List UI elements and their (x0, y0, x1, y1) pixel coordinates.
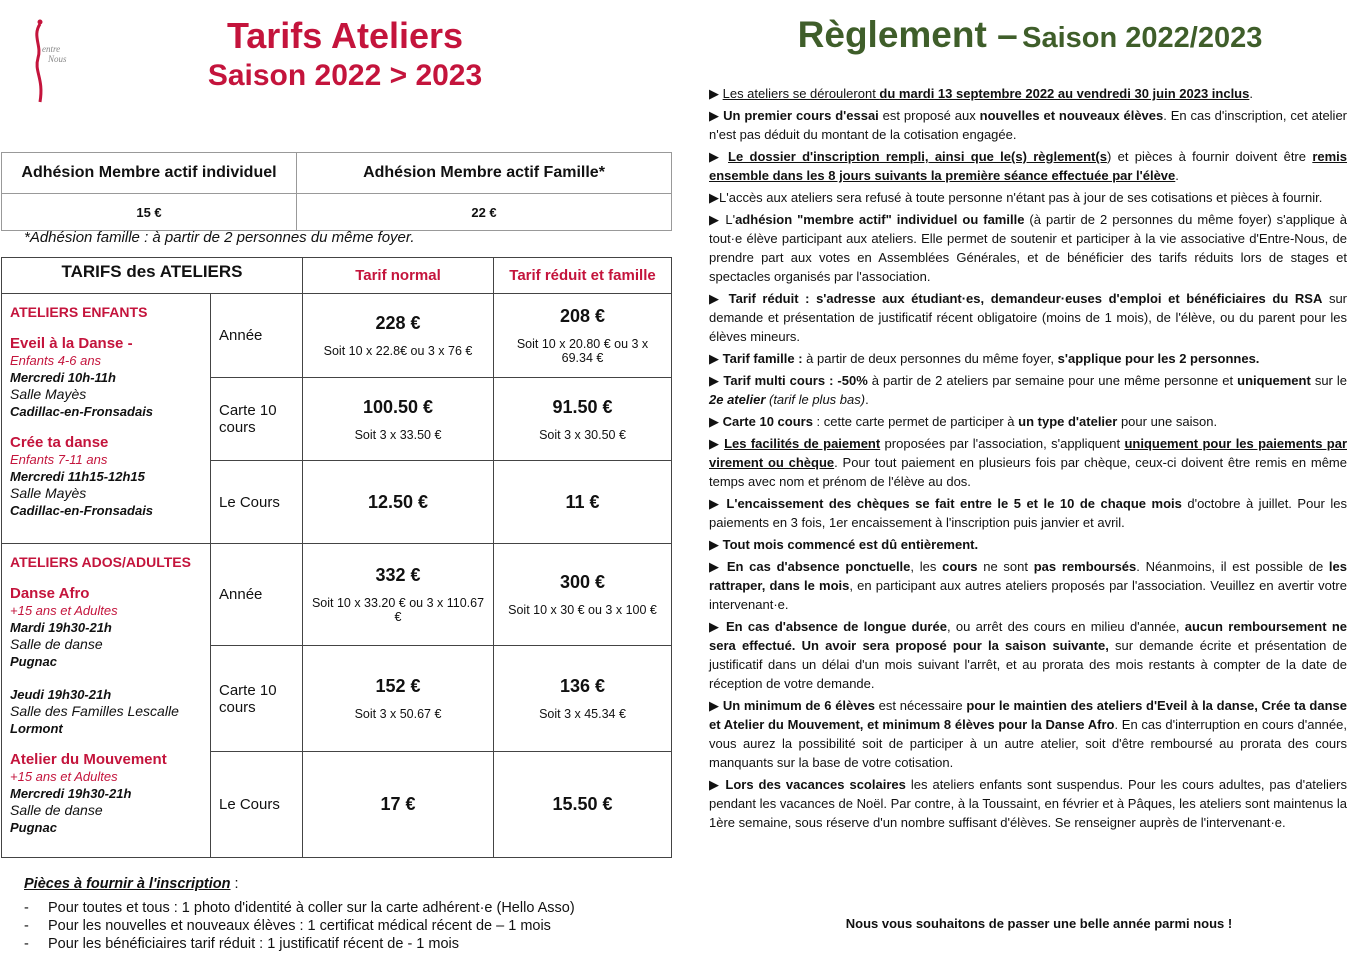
period-label: Année (211, 544, 303, 646)
price-value: 300 € (559, 572, 606, 592)
adhesion-header-individuel: Adhésion Membre actif individuel (2, 153, 297, 194)
rule-mois-commence: ▶ Tout mois commencé est dû entièrement. (709, 537, 979, 552)
entre-nous-logo (28, 18, 88, 108)
cree-ta-danse-age: Enfants 7-11 ans (10, 452, 108, 467)
atelier-mouvement-name: Atelier du Mouvement (10, 751, 167, 768)
price-cell (303, 461, 494, 544)
list-item: - Pour les nouvelles et nouveaux élèves : 1 certificat médical récent de – 1 mois (24, 917, 674, 935)
price-value: 208 € (559, 306, 606, 326)
danse-afro-room: Salle de danse (10, 636, 103, 652)
adhesion-value-individuel: 15 € (2, 194, 297, 231)
cree-ta-danse-name: Crée ta danse (10, 434, 109, 451)
ateliers-adultes-cell (2, 544, 211, 858)
logo-text-1: entre (42, 44, 61, 54)
price-value: 100.50 € (362, 396, 434, 417)
rule-absence-longue: ▶ En cas d'absence de longue durée, ou arrêt des cours en milieu d'année, aucun remboursement ne sera effectué. Un avoir sera proposé pour la saison suivante, sur demande écrite et présentation de justificatif dans un délai d'un mois suivant l'arrêt, et au prorata des mois restants à compter de la date de réception de votre demande. (709, 619, 1347, 691)
pieces-title-colon: : (230, 876, 239, 892)
tarifs-title-line2: Saison 2022 > 2023 (207, 59, 483, 92)
ateliers-enfants-cell (2, 294, 211, 544)
tarif-reduit-header: Tarif réduit et famille (494, 258, 672, 294)
price-detail: Soit 10 x 20.80 € ou 3 x 69.34 € (516, 337, 649, 365)
rule-encaissement: ▶ L'encaissement des chèques se fait entre le 5 et le 10 de chaque mois d'octobre à juillet. Pour les paiements en 3 fois, 1er encaissement à l'inscription puis janvier et avril. (709, 496, 1348, 530)
ateliers-enfants-title: ATELIERS ENFANTS (10, 304, 148, 320)
price-value: 11 € (565, 491, 600, 512)
rule-tarif-reduit: ▶ Tarif réduit : s'adresse aux étudiant·es, demandeur·euses d'emploi et bénéficiaires du RSA sur demande et présentation de justificatif récent obligatoire (moins de 1 mois), de l'élève, ou du parent pour les élèves mineurs. (709, 291, 1348, 344)
rule-cours-essai: ▶ Un premier cours d'essai est proposé aux nouvelles et nouveaux élèves. En cas d'inscription, cet atelier n'est pas déduit du montant de la cotisation engagée. (709, 108, 1348, 142)
price-value: 12.50 € (367, 491, 429, 512)
eveil-danse-city: Cadillac-en-Fronsadais (10, 404, 154, 419)
rule-dossier: ▶ Le dossier d'inscription rempli, ainsi que le(s) règlement(s) et pièces à fournir doivent être remis ensemble dans les 8 jours suivants la première séance effectuée par l'élève. (709, 149, 1348, 183)
rule-minimum-eleves: ▶ Un minimum de 6 élèves est nécessaire pour le maintien des ateliers d'Eveil à la danse, Crée ta danse et Atelier du Mouvement, et minimum 8 élèves pour la Danse Afro. En cas d'interruption en cours d'année, vous aurez la possibilité soit de participer à un autre atelier, soit d'être remboursé au prorata des cours manquants sur la base de votre cotisation. (709, 698, 1347, 770)
danse-afro-city: Pugnac (10, 654, 57, 669)
reglement-title-sub: Saison 2022/2023 (1022, 22, 1263, 54)
list-item: - Pour les bénéficiaires tarif réduit : 1 justificatif récent de - 1 mois (24, 935, 674, 953)
rule-vacances: ▶ Lors des vacances scolaires les ateliers enfants sont suspendus. Pour les cours adultes, pas d'ateliers pendant les vacances de Noël. Par contre, à la Toussaint, en février et à Pâques, les ateliers sont maintenus la 1ère semaine, sous réserve d'un nombre suffisant d'élèves. Se renseigner auprès de l'intervenant·e. (709, 777, 1347, 830)
price-value: 332 € (375, 565, 421, 585)
rule-acces: ▶L'accès aux ateliers sera refusé à toute personne n'étant pas à jour de ses cotisations et pièces à fournir. (709, 190, 1323, 205)
rule-carte-10: ▶ Carte 10 cours : cette carte permet de participer à un type d'atelier pour une saison. (709, 414, 1218, 429)
eveil-danse-age: Enfants 4-6 ans (10, 353, 102, 368)
danse-afro-time: Mardi 19h30-21h (10, 620, 112, 635)
adhesion-note: *Adhésion famille : à partir de 2 personnes du même foyer. (24, 229, 415, 246)
price-cell (494, 646, 672, 752)
pieces-a-fournir (24, 875, 674, 953)
period-label: Carte 10 cours (211, 378, 303, 461)
pieces-list (24, 899, 674, 953)
eveil-danse-room: Salle Mayès (10, 386, 87, 402)
reglement-title-main: Règlement – (797, 14, 1018, 55)
closing-message: Nous vous souhaitons de passer une belle année parmi nous ! (845, 916, 1233, 931)
price-value: 17 € (380, 794, 416, 814)
rule-adhesion: ▶ L'adhésion "membre actif" individuel ou famille (à partir de 2 personnes du même foyer) s'applique à tout·e élève participant aux ateliers. Elle permet de soutenir et participer à la vie associative d'Entre-Nous, de prendre part aux votes en Assemblées Générales, et de bénéficier des tarifs réduits lors de stages et spectacles organisés par l'association. (709, 212, 1348, 284)
period-label: Le Cours (211, 461, 303, 544)
price-value: 228 € (375, 313, 421, 333)
price-value: 152 € (375, 676, 421, 696)
danse-afro-name: Danse Afro (10, 585, 90, 602)
price-detail: Soit 3 x 50.67 € (354, 707, 442, 721)
price-value: 136 € (559, 676, 606, 696)
price-detail: Soit 3 x 45.34 € (539, 707, 626, 721)
price-cell (494, 378, 672, 461)
price-value: 15.50 € (552, 794, 613, 814)
tarifs-title (120, 14, 570, 94)
reglement-rules (709, 84, 1347, 835)
ateliers-adultes-title: ATELIERS ADOS/ADULTES (10, 554, 191, 570)
rule-multi-cours: ▶ Tarif multi cours : -50% à partir de 2 ateliers par semaine pour une même personne et uniquement sur le 2e atelier (tarif le plus bas). (709, 373, 1348, 407)
atelier-mouvement-city: Pugnac (10, 820, 57, 835)
danse-afro-age: +15 ans et Adultes (10, 603, 118, 618)
rule-absence-ponctuelle: ▶ En cas d'absence ponctuelle, les cours ne sont pas remboursés. Néanmoins, il est possible de les rattraper, dans le mois, en participant aux autres ateliers proposés par l'association. Veuillez en avertir votre intervenant·e. (709, 559, 1347, 612)
list-item: - Pour toutes et tous : 1 photo d'identité à coller sur la carte adhérent·e (Hello Asso) (24, 899, 674, 917)
price-cell (494, 294, 672, 378)
rule-dates: ▶ Les ateliers se dérouleront du mardi 13 septembre 2022 au vendredi 30 juin 2023 inclus. (709, 86, 1253, 101)
price-cell (303, 752, 494, 858)
tarif-normal-header: Tarif normal (303, 258, 494, 294)
price-detail: Soit 3 x 30.50 € (539, 427, 626, 442)
danse-afro-time-2: Jeudi 19h30-21h (10, 687, 112, 702)
rule-paiement: ▶ Les facilités de paiement proposées par l'association, s'appliquent uniquement pour les paiements par virement ou chèque. Pour tout paiement en plusieurs fois par chèque, ceux-ci doivent être remis en même temps avec nom et prénom de l'élève au dos. (709, 436, 1347, 489)
eveil-danse-name: Eveil à la Danse - (10, 335, 133, 352)
period-label: Carte 10 cours (211, 646, 303, 752)
price-detail: Soit 3 x 33.50 € (354, 427, 442, 442)
price-cell (494, 461, 672, 544)
atelier-mouvement-room: Salle de danse (10, 802, 103, 818)
tarifs-title-line1: Tarifs Ateliers (226, 15, 464, 56)
price-cell (303, 646, 494, 752)
cree-ta-danse-room: Salle Mayès (10, 485, 87, 501)
price-cell (303, 294, 494, 378)
period-label: Le Cours (211, 752, 303, 858)
period-label: Année (211, 294, 303, 378)
rule-tarif-famille: ▶ Tarif famille : à partir de deux personnes du même foyer, s'applique pour les 2 personnes. (709, 351, 1260, 366)
atelier-mouvement-age: +15 ans et Adultes (10, 769, 118, 784)
adhesion-table (1, 152, 672, 231)
logo-text-2: Nous (48, 54, 67, 64)
cree-ta-danse-time: Mercredi 11h15-12h15 (10, 469, 145, 484)
eveil-danse-time: Mercredi 10h-11h (10, 370, 116, 385)
pieces-title: Pièces à fournir à l'inscription (24, 876, 231, 892)
price-detail: Soit 10 x 22.8€ ou 3 x 76 € (323, 344, 473, 358)
danse-afro-city-2: Lormont (10, 721, 63, 736)
adhesion-value-famille: 22 € (297, 194, 672, 231)
price-value: 91.50 € (552, 396, 613, 417)
tarifs-table (1, 257, 672, 858)
price-detail: Soit 10 x 33.20 € ou 3 x 110.67 € (311, 596, 485, 624)
cree-ta-danse-city: Cadillac-en-Fronsadais (10, 503, 154, 518)
adhesion-header-famille: Adhésion Membre actif Famille* (297, 153, 672, 194)
price-cell (303, 544, 494, 646)
price-cell (494, 752, 672, 858)
reglement-title (700, 14, 1360, 56)
danse-afro-room-2: Salle des Familles Lescalle (10, 703, 179, 719)
tarifs-header: TARIFS des ATELIERS (2, 258, 303, 294)
price-cell (303, 378, 494, 461)
price-detail: Soit 10 x 30 € ou 3 x 100 € (508, 603, 657, 617)
price-cell (494, 544, 672, 646)
atelier-mouvement-time: Mercredi 19h30-21h (10, 786, 132, 801)
